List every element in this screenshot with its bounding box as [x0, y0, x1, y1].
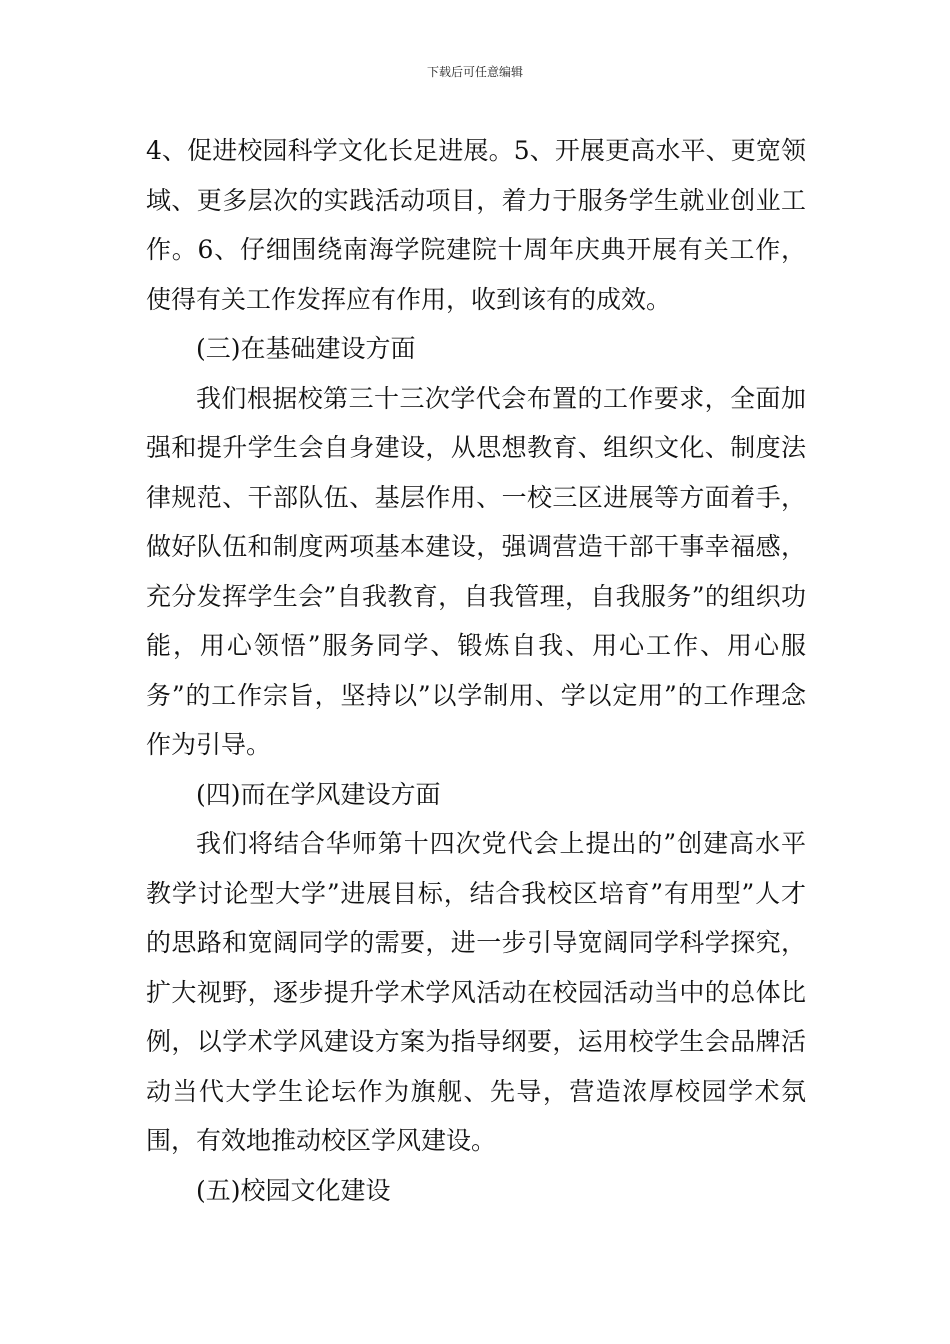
paragraph-study-style: 我们将结合华师第十四次党代会上提出的”创建高水平教学讨论型大学”进展目标，结合我校区培育”有用型”人才的思路和宽阔同学的需要，进一步引导宽阔同学科学探究，扩大视野，逐步提升学术学风活动在校园活动当中的总体比例，以学术学风建设方案为指导纲要，运用校学生会品牌活动当代大学生论坛作为旗舰、先导，营造浓厚校园学术氛围，有效地推动校区学风建设。	[146, 829, 806, 1155]
document-body	[146, 126, 806, 1215]
section-heading-campus-culture: (五)校园文化建设	[196, 1175, 391, 1205]
paragraph-infrastructure: 我们根据校第三十三次学代会布置的工作要求，全面加强和提升学生会自身建设，从思想教育、组织文化、制度法律规范、干部队伍、基层作用、一校三区进展等方面着手，做好队伍和制度两项基本建设，强调营造干部干事幸福感，充分发挥学生会”自我教育，自我管理，自我服务”的组织功能，用心领悟”服务同学、锻炼自我、用心工作、用心服务”的工作宗旨，坚持以”以学制用、学以定用”的工作理念作为引导。	[146, 383, 806, 759]
section-heading-study-style: (四)而在学风建设方面	[196, 779, 441, 809]
page-header-note: 下载后可任意编辑	[426, 65, 523, 79]
section-heading-infrastructure: (三)在基础建设方面	[196, 334, 416, 363]
paragraph-continued-list: 4、促进校园科学文化长足进展。5、开展更高水平、更宽领域、更多层次的实践活动项目，着力于服务学生就业创业工作。6、仔细围绕南海学院建院十周年庆典开展有关工作，使得有关工作发挥应有作用，收到该有的成效。	[146, 136, 806, 314]
